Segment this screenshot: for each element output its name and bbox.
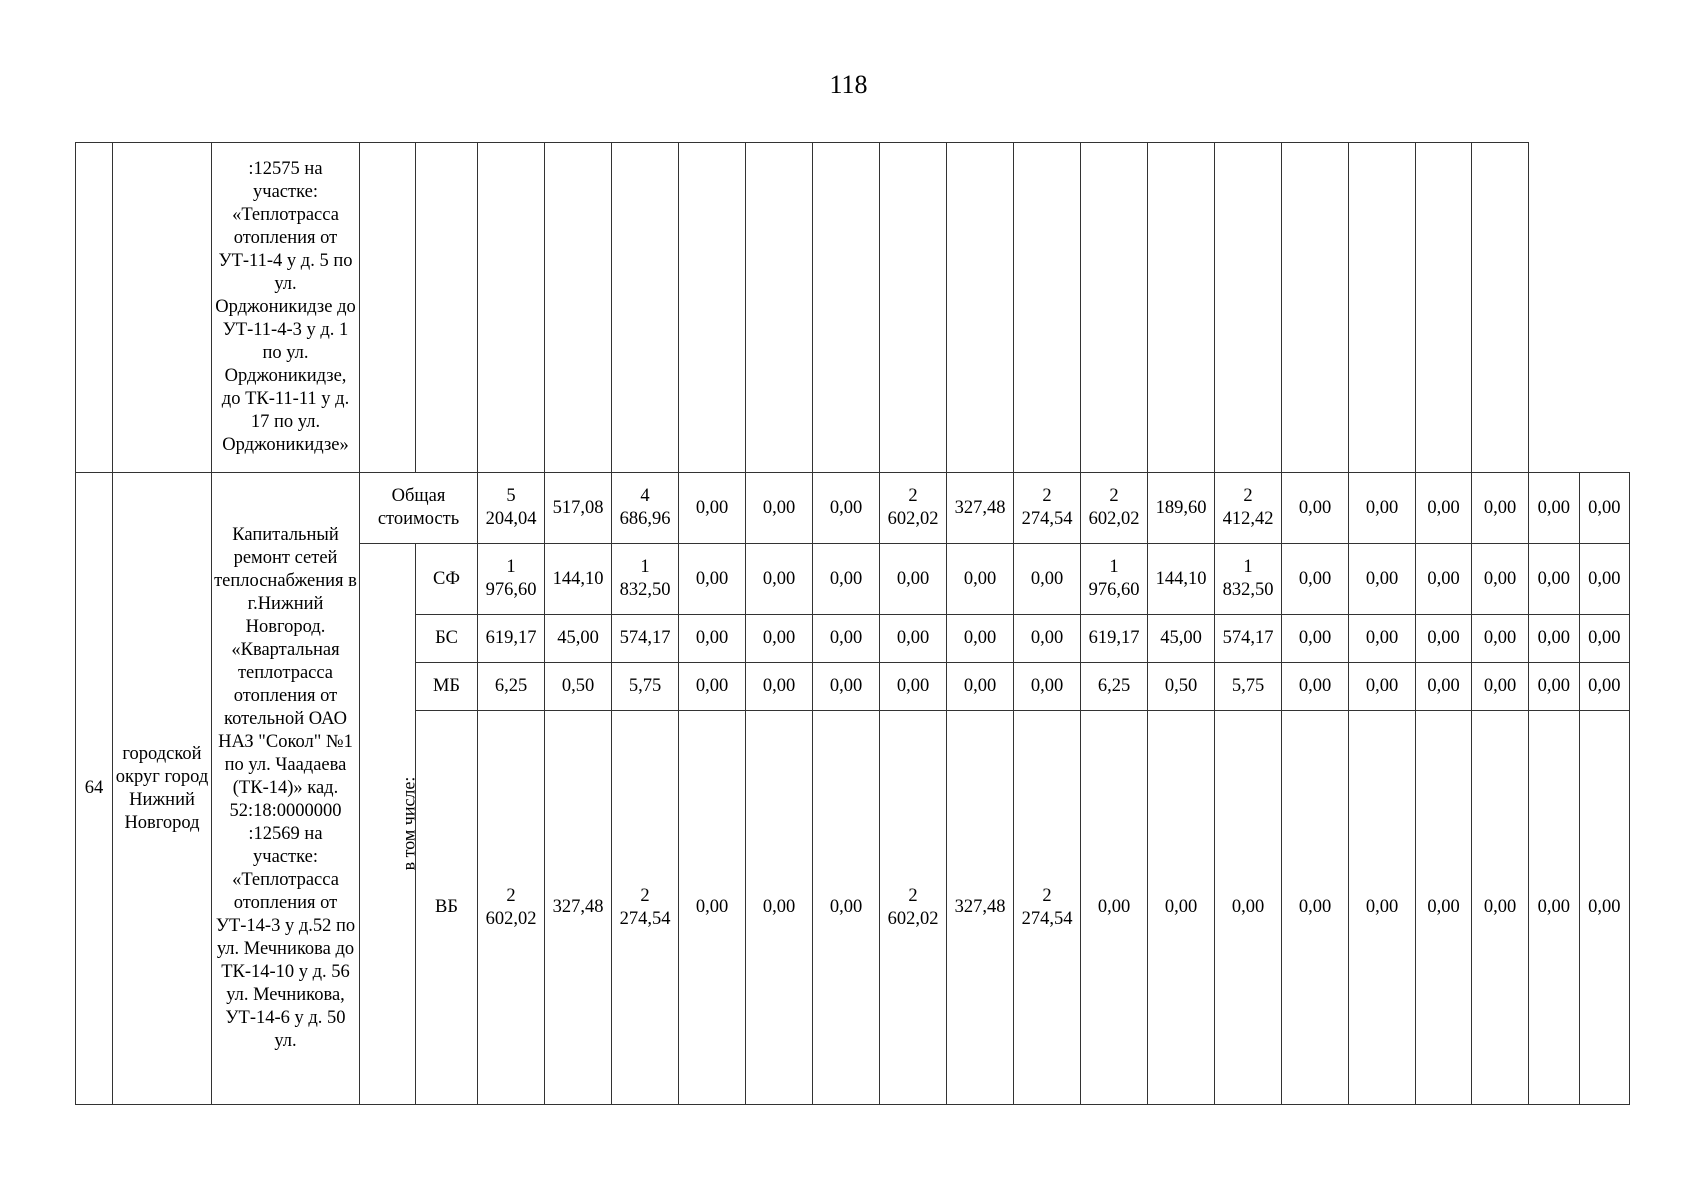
cont-number-cell	[76, 143, 113, 473]
cont-empty-cell	[612, 143, 679, 473]
total-label-cell: Общая стоимость	[360, 473, 478, 544]
value-cell: 0,00	[1081, 711, 1148, 1105]
municipality-cell: городской округ город Нижний Новгород	[113, 473, 212, 1105]
value-cell: 327,48	[947, 711, 1014, 1105]
cont-empty-cell	[1349, 143, 1416, 473]
value-cell: 0,00	[1529, 473, 1580, 544]
continuation-row	[76, 143, 1630, 473]
value-cell: 0,00	[880, 544, 947, 615]
value-cell: 0,00	[1579, 663, 1630, 711]
value-cell: 619,17	[478, 615, 545, 663]
value-cell: 0,00	[813, 663, 880, 711]
value-cell: 189,60	[1148, 473, 1215, 544]
value-cell: 0,00	[1349, 473, 1416, 544]
value-cell: 0,00	[813, 615, 880, 663]
value-cell: 0,00	[679, 615, 746, 663]
value-cell: 327,48	[947, 473, 1014, 544]
value-cell: 0,00	[1579, 711, 1630, 1105]
value-cell: 0,00	[746, 544, 813, 615]
value-cell: 0,00	[1416, 544, 1472, 615]
cont-empty-cell	[1416, 143, 1472, 473]
value-cell: 0,00	[1579, 544, 1630, 615]
cont-empty-cell	[880, 143, 947, 473]
value-cell: 0,00	[813, 473, 880, 544]
including-label: в том числе:	[398, 776, 419, 871]
value-cell: 6,25	[478, 663, 545, 711]
value-cell: 0,00	[1282, 473, 1349, 544]
value-cell: 0,00	[1349, 615, 1416, 663]
cont-empty-cell	[1215, 143, 1282, 473]
cont-empty-cell	[1472, 143, 1529, 473]
value-cell: 0,00	[679, 544, 746, 615]
value-cell: 2 602,02	[478, 711, 545, 1105]
cont-empty-cell	[1014, 143, 1081, 473]
value-cell: 5 204,04	[478, 473, 545, 544]
value-cell: 0,00	[1472, 473, 1529, 544]
including-label-cell	[360, 544, 419, 1105]
value-cell: 0,00	[1282, 544, 1349, 615]
value-cell: 0,00	[1416, 711, 1472, 1105]
source-label-mb: МБ	[416, 663, 478, 711]
value-cell: 4 686,96	[612, 473, 679, 544]
value-cell: 0,50	[1148, 663, 1215, 711]
value-cell: 2 274,54	[1014, 473, 1081, 544]
value-cell: 45,00	[545, 615, 612, 663]
cont-empty-cell	[1282, 143, 1349, 473]
value-cell: 0,00	[1529, 544, 1580, 615]
value-cell: 0,00	[679, 663, 746, 711]
value-cell: 0,00	[1014, 663, 1081, 711]
value-cell: 144,10	[1148, 544, 1215, 615]
value-cell: 0,00	[1416, 615, 1472, 663]
value-cell: 0,00	[746, 473, 813, 544]
value-cell: 0,00	[1014, 615, 1081, 663]
value-cell: 327,48	[545, 711, 612, 1105]
cont-empty-cell	[478, 143, 545, 473]
value-cell: 0,00	[1282, 711, 1349, 1105]
cont-empty-cell	[545, 143, 612, 473]
value-cell: 2 602,02	[880, 711, 947, 1105]
value-cell: 0,00	[947, 544, 1014, 615]
total-row	[76, 473, 1630, 544]
cont-empty-cell	[1081, 143, 1148, 473]
value-cell: 0,00	[746, 711, 813, 1105]
value-cell: 2 274,54	[612, 711, 679, 1105]
value-cell: 0,00	[1472, 615, 1529, 663]
value-cell: 0,00	[1014, 544, 1081, 615]
value-cell: 2 602,02	[880, 473, 947, 544]
value-cell: 0,00	[1416, 473, 1472, 544]
cont-empty-cell	[360, 143, 416, 473]
value-cell: 0,00	[1472, 711, 1529, 1105]
value-cell: 0,00	[1349, 544, 1416, 615]
value-cell: 574,17	[1215, 615, 1282, 663]
page-number: 118	[829, 70, 868, 99]
value-cell: 1 832,50	[612, 544, 679, 615]
value-cell: 0,00	[746, 663, 813, 711]
value-cell: 1 832,50	[1215, 544, 1282, 615]
value-cell: 2 602,02	[1081, 473, 1148, 544]
value-cell: 0,00	[1579, 473, 1630, 544]
source-label-vb: ВБ	[416, 711, 478, 1105]
cont-empty-cell	[947, 143, 1014, 473]
cont-empty-cell	[679, 143, 746, 473]
value-cell: 0,00	[1529, 615, 1580, 663]
source-label-sf: СФ	[416, 544, 478, 615]
value-cell: 619,17	[1081, 615, 1148, 663]
cont-empty-cell	[813, 143, 880, 473]
value-cell: 0,00	[1349, 711, 1416, 1105]
value-cell: 0,00	[880, 663, 947, 711]
value-cell: 0,00	[813, 711, 880, 1105]
value-cell: 6,25	[1081, 663, 1148, 711]
value-cell: 45,00	[1148, 615, 1215, 663]
value-cell: 0,00	[1472, 663, 1529, 711]
value-cell: 0,00	[679, 473, 746, 544]
value-cell: 0,50	[545, 663, 612, 711]
value-cell: 0,00	[1579, 615, 1630, 663]
value-cell: 0,00	[1215, 711, 1282, 1105]
value-cell: 0,00	[679, 711, 746, 1105]
value-cell: 0,00	[1472, 544, 1529, 615]
value-cell: 5,75	[1215, 663, 1282, 711]
cont-empty-cell	[746, 143, 813, 473]
value-cell: 0,00	[947, 663, 1014, 711]
cont-municipality-cell	[113, 143, 212, 473]
cont-description-cell: :12575 на участке: «Теплотрасса отопления от УТ-11-4 у д. 5 по ул. Орджоникидзе до УТ-11-4-3 у д. 1 по ул. Орджоникидзе, до ТК-11-11 у д. 17 по ул. Орджоникидзе»	[212, 143, 360, 473]
row-number-cell: 64	[76, 473, 113, 1105]
cont-empty-cell	[1148, 143, 1215, 473]
value-cell: 0,00	[1282, 663, 1349, 711]
value-cell: 5,75	[612, 663, 679, 711]
value-cell: 517,08	[545, 473, 612, 544]
value-cell: 2 412,42	[1215, 473, 1282, 544]
value-cell: 0,00	[1148, 711, 1215, 1105]
value-cell: 0,00	[880, 615, 947, 663]
cont-empty-cell	[416, 143, 478, 473]
value-cell: 0,00	[1529, 663, 1580, 711]
value-cell: 1 976,60	[478, 544, 545, 615]
value-cell: 0,00	[1416, 663, 1472, 711]
value-cell: 0,00	[1529, 711, 1580, 1105]
value-cell: 0,00	[1282, 615, 1349, 663]
description-cell: Капитальный ремонт сетей теплоснабжения в г.Нижний Новгород. «Квартальная теплотрасса отопления от котельной ОАО НАЗ "Сокол" №1 по ул. Чаадаева (ТК-14)» кад. 52:18:0000000 :12569 на участке: «Теплотрасса отопления от УТ-14-3 у д.52 по ул. Мечникова до ТК-14-10 у д. 56 ул. Мечникова, УТ-14-6 у д. 50 ул.	[212, 473, 360, 1105]
value-cell: 0,00	[813, 544, 880, 615]
value-cell: 2 274,54	[1014, 711, 1081, 1105]
value-cell: 144,10	[545, 544, 612, 615]
value-cell: 0,00	[1349, 663, 1416, 711]
value-cell: 574,17	[612, 615, 679, 663]
value-cell: 1 976,60	[1081, 544, 1148, 615]
source-label-bs: БС	[416, 615, 478, 663]
budget-table	[75, 142, 1630, 1105]
value-cell: 0,00	[746, 615, 813, 663]
value-cell: 0,00	[947, 615, 1014, 663]
